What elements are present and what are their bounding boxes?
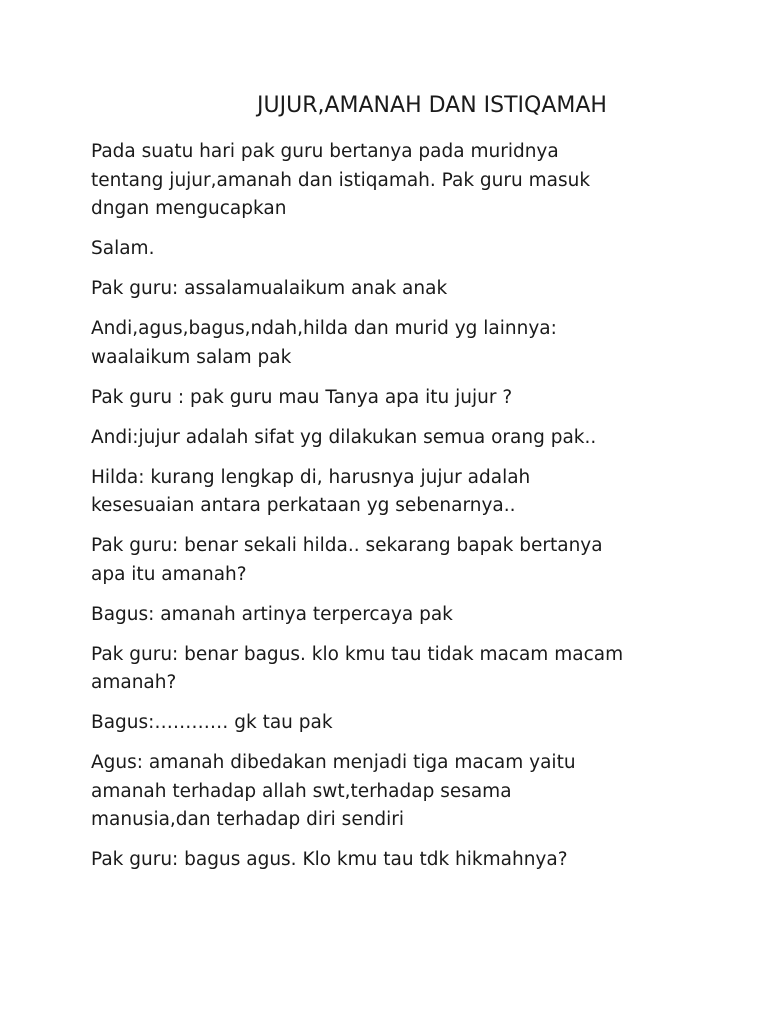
dialogue-paragraph [91, 235, 623, 264]
text-line: Bagus: amanah artinya terpercaya pak [91, 603, 453, 625]
text-line: Salam. [91, 238, 155, 259]
dialogue-paragraph [91, 532, 623, 589]
document-title: JUJUR,AMANAH DAN ISTIQAMAH [257, 93, 607, 118]
dialogue-paragraph [91, 275, 623, 304]
text-line: amanah? [91, 672, 177, 693]
text-line: Pak guru : pak guru mau Tanya apa itu jujur ? [91, 386, 513, 408]
text-line: manusia,dan terhadap diri sendiri [91, 809, 405, 830]
text-line: Pak guru: benar bagus. klo kmu tau tidak macam macam [91, 643, 624, 665]
text-line: Agus: amanah dibedakan menjadi tiga macam yaitu [91, 752, 576, 773]
text-line: Andi:jujur adalah sifat yg dilakukan semua orang pak.. [91, 426, 597, 448]
dialogue-paragraph [91, 138, 623, 224]
text-line: tentang jujur,amanah dan istiqamah. Pak guru masuk [91, 169, 591, 191]
text-line: kesesuaian antara perkataan yg sebenarnya.. [91, 495, 516, 516]
text-line: Pada suatu hari pak guru bertanya pada muridnya [91, 141, 559, 162]
text-line: apa itu amanah? [91, 563, 247, 585]
dialogue-paragraph [91, 749, 623, 835]
dialogue-paragraph [91, 709, 623, 738]
dialogue-paragraph [91, 424, 623, 453]
dialogue-paragraph [91, 384, 623, 413]
text-line: Bagus:………… gk tau pak [91, 712, 333, 733]
text-line: Andi,agus,bagus,ndah,hilda dan murid yg lainnya: [91, 318, 557, 339]
text-line: Pak guru: assalamualaikum anak anak [91, 278, 448, 299]
text-line: Pak guru: benar sekali hilda.. sekarang bapak bertanya [91, 535, 603, 556]
text-line: Hilda: kurang lengkap di, harusnya jujur adalah [91, 466, 531, 488]
dialogue-paragraph [91, 464, 623, 521]
dialogue-paragraph [91, 315, 623, 372]
dialogue-paragraph [91, 846, 623, 875]
document-body [91, 138, 623, 886]
text-line: Pak guru: bagus agus. Klo kmu tau tdk hikmahnya? [91, 849, 568, 870]
text-line: dngan mengucapkan [91, 198, 287, 219]
dialogue-paragraph [91, 601, 623, 630]
text-line: waalaikum salam pak [91, 346, 292, 368]
dialogue-paragraph [91, 641, 623, 698]
text-line: amanah terhadap allah swt,terhadap sesama [91, 780, 512, 802]
